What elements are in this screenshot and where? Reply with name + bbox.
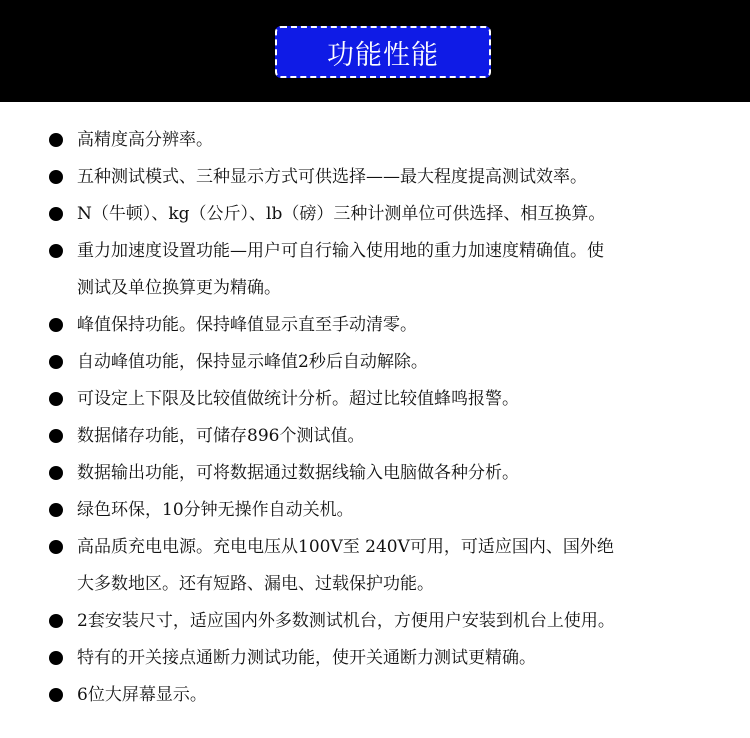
feature-line: 6位大屏幕显示。: [77, 685, 207, 705]
bullet-icon: [49, 614, 63, 628]
bullet-icon: [49, 466, 63, 480]
feature-line: 特有的开关接点通断力测试功能，使开关通断力测试更精确。: [77, 648, 536, 668]
bullet-icon: [49, 318, 63, 332]
feature-text: [77, 307, 717, 344]
feature-line: N（牛顿）、kg（公斤）、lb（磅）三种计测单位可供选择、相互换算。: [77, 204, 606, 224]
feature-text: [77, 418, 717, 455]
list-item: [0, 381, 750, 418]
feature-text: [77, 603, 717, 640]
list-item: [0, 492, 750, 529]
feature-line: 2套安装尺寸，适应国内外多数测试机台，方便用户安装到机台上使用。: [77, 611, 615, 631]
list-item: [0, 677, 750, 714]
title-box: [275, 26, 491, 78]
bullet-icon: [49, 651, 63, 665]
feature-line: 高品质充电电源。充电电压从100V至 240V可用，可适应国内、国外绝: [77, 537, 614, 557]
list-item: [0, 307, 750, 344]
bullet-icon: [49, 503, 63, 517]
feature-line: 峰值保持功能。保持峰值显示直至手动清零。: [77, 315, 417, 335]
list-item: [0, 640, 750, 677]
list-item: [0, 196, 750, 233]
feature-line: 数据输出功能，可将数据通过数据线输入电脑做各种分析。: [77, 463, 519, 483]
feature-line: 高精度高分辨率。: [77, 130, 213, 150]
bullet-icon: [49, 244, 63, 258]
feature-text: [77, 640, 717, 677]
list-item: [0, 455, 750, 492]
list-item: [0, 159, 750, 196]
bullet-icon: [49, 540, 63, 554]
list-item: [0, 344, 750, 381]
feature-line: 重力加速度设置功能—用户可自行输入使用地的重力加速度精确值。使: [77, 241, 604, 261]
feature-text: [77, 529, 717, 603]
feature-text: [77, 492, 717, 529]
feature-line: 大多数地区。还有短路、漏电、过载保护功能。: [77, 574, 434, 594]
feature-line: 测试及单位换算更为精确。: [77, 278, 281, 298]
bullet-icon: [49, 133, 63, 147]
feature-text: [77, 196, 717, 233]
feature-text: [77, 677, 717, 714]
bullet-icon: [49, 207, 63, 221]
list-item: [0, 233, 750, 307]
feature-text: [77, 381, 717, 418]
feature-text: [77, 344, 717, 381]
feature-text: [77, 233, 717, 307]
bullet-icon: [49, 392, 63, 406]
list-item: [0, 122, 750, 159]
page-title: 功能性能: [327, 39, 439, 71]
feature-line: 数据储存功能，可储存896个测试值。: [77, 426, 365, 446]
list-item: [0, 603, 750, 640]
bullet-icon: [49, 170, 63, 184]
bullet-icon: [49, 429, 63, 443]
list-item: [0, 418, 750, 455]
list-item: [0, 529, 750, 603]
feature-line: 五种测试模式、三种显示方式可供选择——最大程度提高测试效率。: [77, 167, 587, 187]
header-band: [0, 0, 750, 102]
feature-text: [77, 122, 717, 159]
feature-line: 自动峰值功能，保持显示峰值2秒后自动解除。: [77, 352, 428, 372]
feature-line: 绿色环保，10分钟无操作自动关机。: [77, 500, 354, 520]
feature-line: 可设定上下限及比较值做统计分析。超过比较值蜂鸣报警。: [77, 389, 519, 409]
bullet-icon: [49, 355, 63, 369]
feature-list: [0, 122, 750, 714]
feature-text: [77, 159, 717, 196]
feature-text: [77, 455, 717, 492]
bullet-icon: [49, 688, 63, 702]
